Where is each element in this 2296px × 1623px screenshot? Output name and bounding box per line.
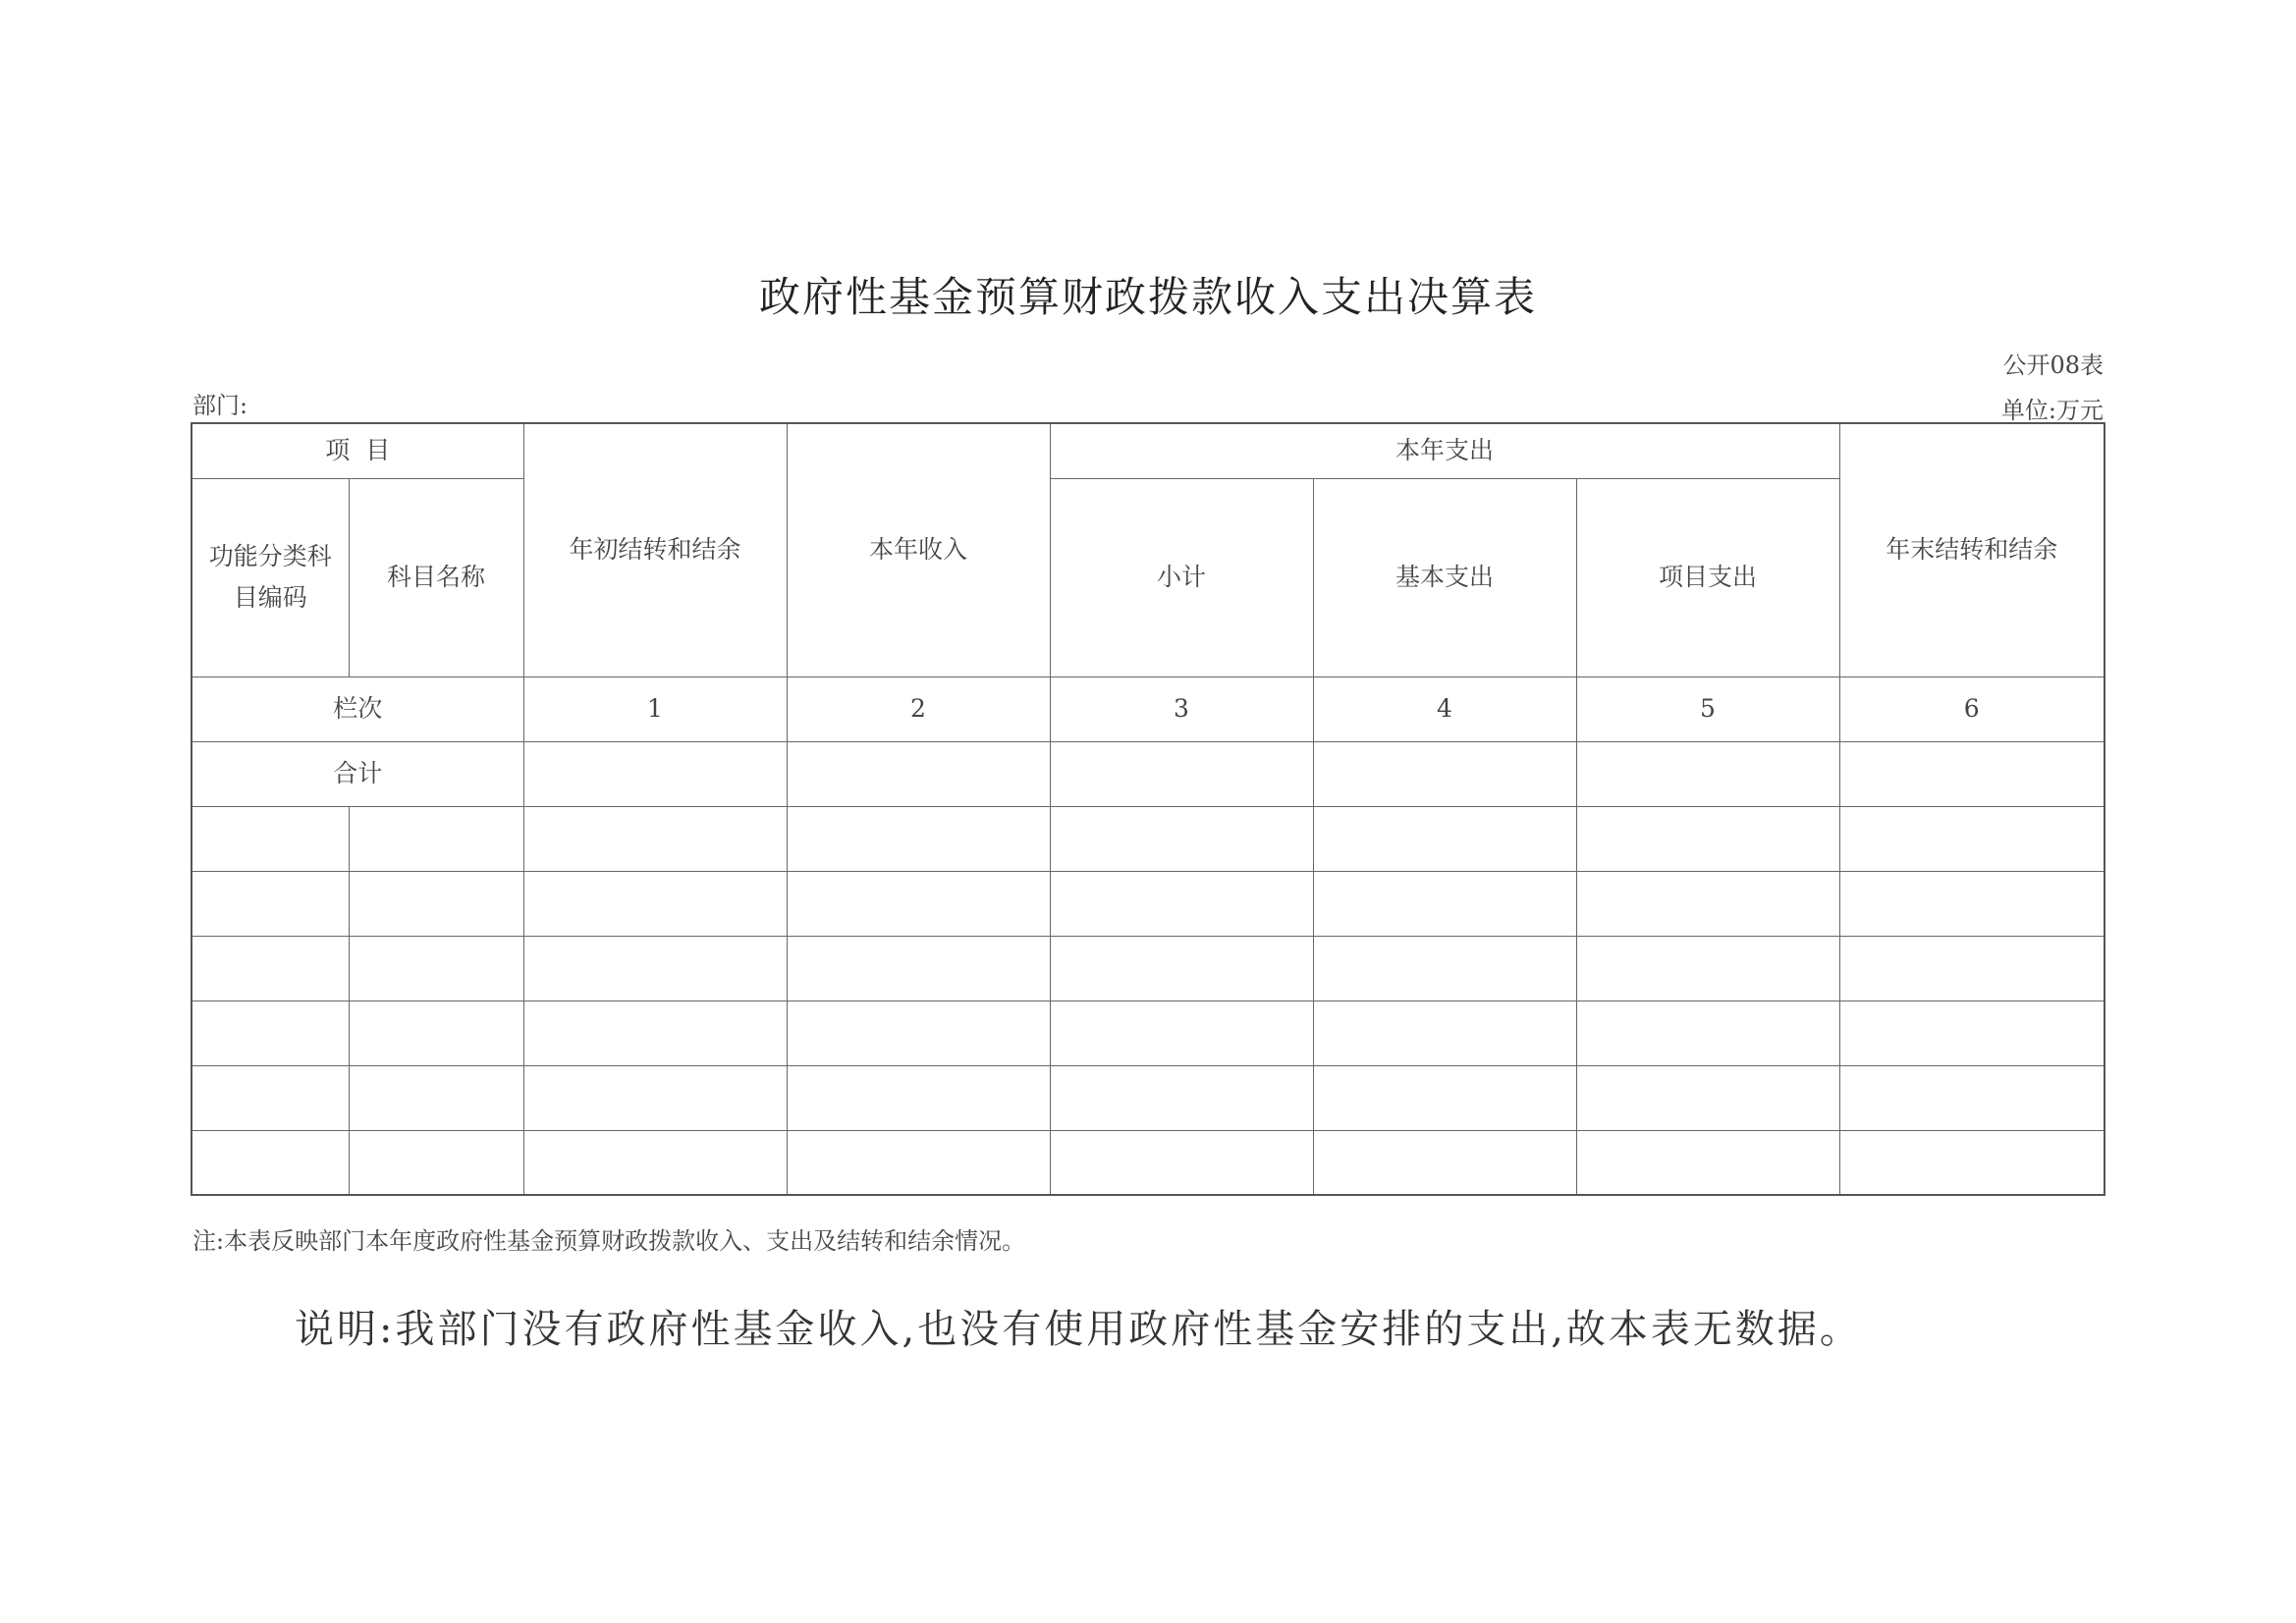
table-row — [191, 1065, 2105, 1130]
table-cell — [523, 1130, 787, 1195]
column-number: 6 — [1839, 676, 2105, 741]
header-opening-balance: 年初结转和结余 — [523, 423, 787, 676]
fund-budget-table — [191, 422, 2105, 1196]
header-function-code-text: 功能分类科目编码 — [208, 542, 332, 612]
table-cell — [1839, 806, 2105, 871]
column-index-label: 栏次 — [191, 676, 523, 741]
header-closing-balance: 年末结转和结余 — [1839, 423, 2105, 676]
form-code: 公开08表 — [2002, 352, 2104, 379]
table-cell — [523, 806, 787, 871]
table-cell — [1839, 1065, 2105, 1130]
table-cell — [523, 1001, 787, 1065]
department-label: 部门: — [192, 392, 248, 419]
table-cell — [787, 1130, 1050, 1195]
table-cell — [1313, 1065, 1576, 1130]
table-row — [191, 871, 2105, 936]
table-cell — [1050, 741, 1313, 806]
table-cell — [1576, 741, 1839, 806]
table-cell — [1050, 1130, 1313, 1195]
table-cell — [787, 1001, 1050, 1065]
table-cell — [523, 936, 787, 1001]
table-note: 注:本表反映部门本年度政府性基金预算财政拨款收入、支出及结转和结余情况。 — [192, 1227, 1026, 1255]
table-cell — [1839, 871, 2105, 936]
table-cell — [1839, 1130, 2105, 1195]
table-cell — [1050, 1065, 1313, 1130]
table-cell — [349, 1065, 523, 1130]
header-current-income: 本年收入 — [787, 423, 1050, 676]
table-cell — [1576, 1065, 1839, 1130]
table-row — [191, 806, 2105, 871]
table-cell — [1050, 806, 1313, 871]
table-cell — [1050, 871, 1313, 936]
table-cell — [1839, 1001, 2105, 1065]
table-cell — [349, 936, 523, 1001]
table-row — [191, 936, 2105, 1001]
table-cell — [523, 871, 787, 936]
table-cell — [1839, 741, 2105, 806]
header-basic-expense: 基本支出 — [1313, 478, 1576, 676]
table-cell — [191, 1065, 349, 1130]
table-cell — [1313, 1001, 1576, 1065]
table-row — [191, 1130, 2105, 1195]
table-cell — [1050, 936, 1313, 1001]
table-cell — [349, 806, 523, 871]
column-number: 4 — [1313, 676, 1576, 741]
table-cell — [787, 1065, 1050, 1130]
header-subtotal: 小计 — [1050, 478, 1313, 676]
explanation-text: 说明:我部门没有政府性基金收入,也没有使用政府性基金安排的支出,故本表无数据。 — [295, 1307, 1862, 1352]
unit-label: 单位:万元 — [2000, 397, 2104, 424]
table-cell — [191, 806, 349, 871]
table-cell — [1576, 1001, 1839, 1065]
table-cell — [787, 806, 1050, 871]
header-subject-name: 科目名称 — [349, 478, 523, 676]
table-cell — [349, 871, 523, 936]
header-current-expense: 本年支出 — [1050, 423, 1839, 478]
table-cell — [1576, 806, 1839, 871]
header-function-code — [191, 478, 349, 676]
table-cell — [1576, 1130, 1839, 1195]
table-cell — [787, 936, 1050, 1001]
table-cell — [1576, 871, 1839, 936]
table-cell — [1313, 871, 1576, 936]
total-label: 合计 — [191, 741, 523, 806]
column-number: 5 — [1576, 676, 1839, 741]
header-project: 项 目 — [191, 423, 523, 478]
column-number: 3 — [1050, 676, 1313, 741]
table-cell — [1576, 936, 1839, 1001]
table-cell — [1313, 741, 1576, 806]
page-title: 政府性基金预算财政拨款收入支出决算表 — [758, 273, 1537, 321]
column-number: 2 — [787, 676, 1050, 741]
table-cell — [787, 741, 1050, 806]
table-cell — [1050, 1001, 1313, 1065]
table-cell — [523, 1065, 787, 1130]
table-cell — [1313, 1130, 1576, 1195]
table-cell — [787, 871, 1050, 936]
header-project-expense: 项目支出 — [1576, 478, 1839, 676]
table-cell — [191, 871, 349, 936]
table-cell — [191, 1001, 349, 1065]
column-number: 1 — [523, 676, 787, 741]
table-cell — [1313, 806, 1576, 871]
table-cell — [1313, 936, 1576, 1001]
table-row — [191, 1001, 2105, 1065]
table-cell — [191, 1130, 349, 1195]
table-cell — [191, 936, 349, 1001]
table-cell — [523, 741, 787, 806]
table-cell — [1839, 936, 2105, 1001]
table-cell — [349, 1130, 523, 1195]
table-cell — [349, 1001, 523, 1065]
